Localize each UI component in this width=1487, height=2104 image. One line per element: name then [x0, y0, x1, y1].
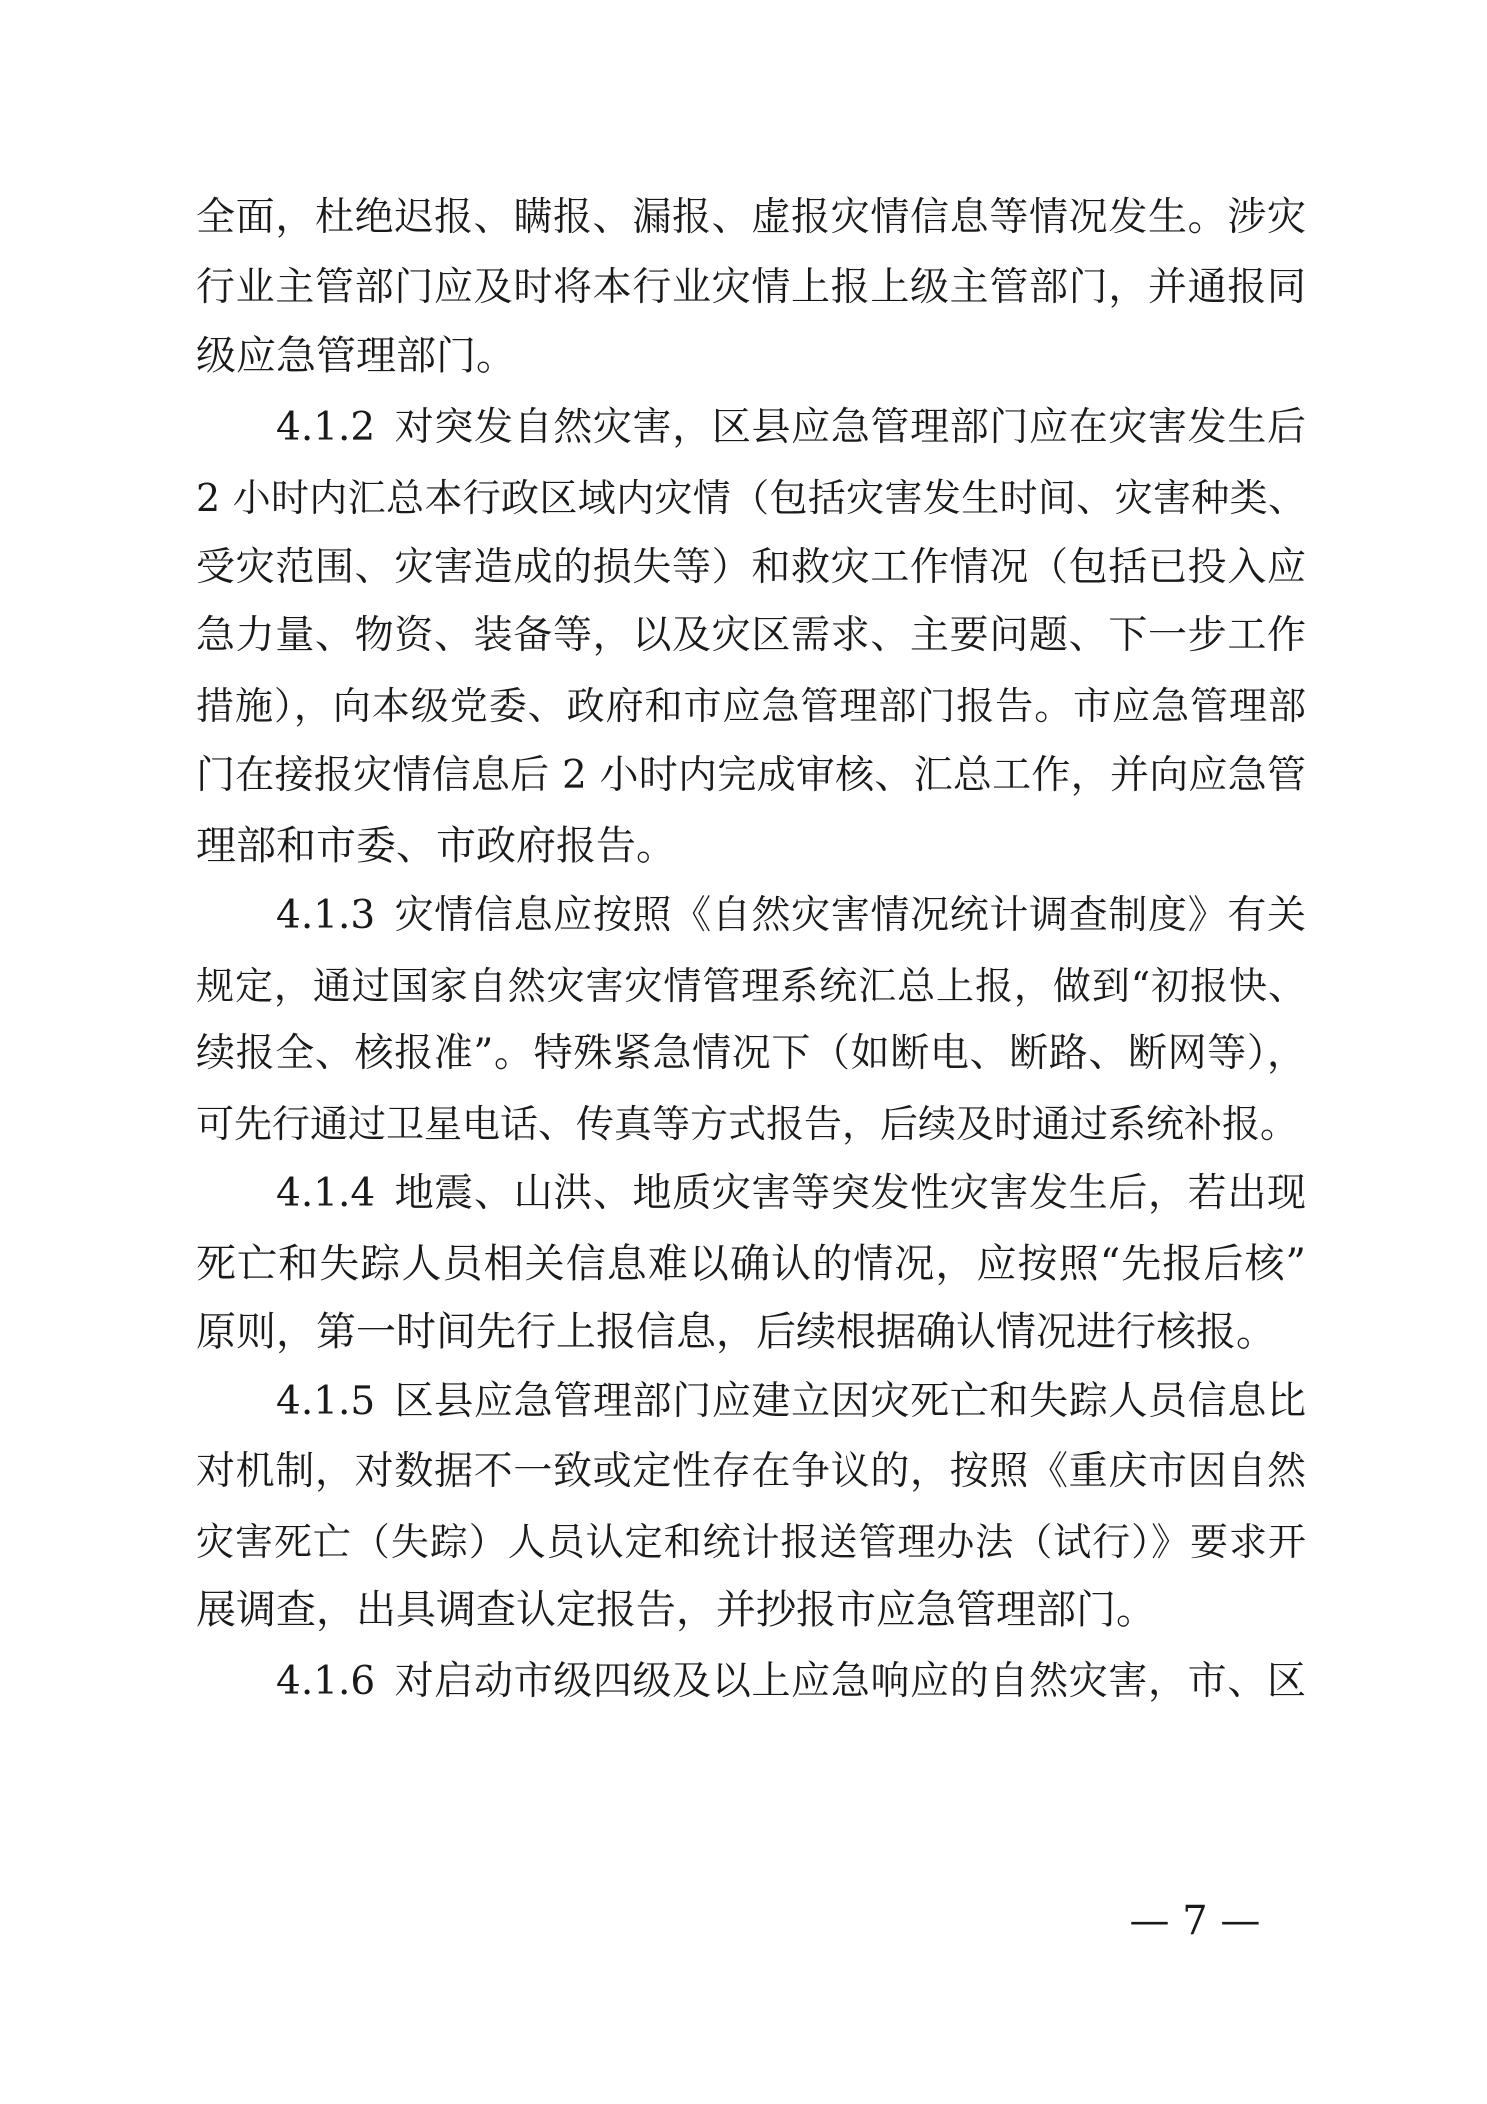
text-line: 2 小时内汇总本行政区域内灾情（包括灾害发生时间、灾害种类、 [196, 476, 1306, 520]
clause-number: 4.1.5 [276, 1379, 376, 1424]
clause-4-1-4-first-line [276, 1166, 1306, 1222]
clause-text: 地震、山洪、地质灾害等突发性灾害发生后，若出现 [394, 1171, 1306, 1216]
clause-4-1-5-first-line [276, 1374, 1306, 1430]
text-line: 规定，通过国家自然灾害灾情管理系统汇总上报，做到“初报快、 [196, 964, 1306, 1008]
text-line: 续报全、核报准”。特殊紧急情况下（如断电、断路、断网等）， [196, 1031, 1306, 1076]
text-line: 展调查，出具调查认定报告，并抄报市应急管理部门。 [196, 1587, 1156, 1633]
clause-4-1-2-first-line [276, 400, 1306, 456]
clause-text: 灾情信息应按照《自然灾害情况统计调查制度》有关 [394, 893, 1306, 938]
text-line: 急力量、物资、装备等，以及灾区需求、主要问题、下一步工作 [196, 613, 1306, 658]
text-line: 死亡和失踪人员相关信息难以确认的情况，应按照“先报后核” [196, 1241, 1306, 1287]
clause-4-1-6-first-line [276, 1654, 1306, 1710]
text-line: 灾害死亡（失踪）人员认定和统计报送管理办法（试行）》要求开 [196, 1520, 1306, 1564]
text-line: 全面，杜绝迟报、瞒报、漏报、虚报灾情信息等情况发生。涉灾 [196, 195, 1306, 240]
text-line: 门在接报灾情信息后 2 小时内完成审核、汇总工作，并向应急管 [196, 753, 1306, 798]
text-line: 受灾范围、灾害造成的损失等）和救灾工作情况（包括已投入应 [196, 545, 1306, 590]
page-number: — 7 — [1129, 1898, 1261, 1944]
text-line: 理部和市委、市政府报告。 [196, 823, 676, 869]
text-line: 原则，第一时间先行上报信息，后续根据确认情况进行核报。 [196, 1309, 1276, 1355]
text-line: 级应急管理部门。 [196, 333, 516, 379]
clause-number: 4.1.4 [276, 1171, 376, 1216]
text-line: 对机制，对数据不一致或定性存在争议的，按照《重庆市因自然 [196, 1449, 1306, 1494]
clause-text: 区县应急管理部门应建立因灾死亡和失踪人员信息比 [394, 1379, 1306, 1424]
text-line: 可先行通过卫星电话、传真等方式报告，后续及时通过系统补报。 [196, 1102, 1299, 1146]
clause-number: 4.1.3 [276, 893, 376, 938]
text-line: 行业主管部门应及时将本行业灾情上报上级主管部门，并通报同 [196, 265, 1306, 310]
clause-number: 4.1.2 [276, 405, 376, 450]
clause-4-1-3-first-line [276, 888, 1306, 944]
clause-text: 对启动市级四级及以上应急响应的自然灾害，市、区 [394, 1659, 1306, 1704]
text-line: 措施），向本级党委、政府和市应急管理部门报告。市应急管理部 [196, 684, 1306, 728]
clause-text: 对突发自然灾害，区县应急管理部门应在灾害发生后 [394, 405, 1306, 450]
clause-number: 4.1.6 [276, 1659, 376, 1704]
